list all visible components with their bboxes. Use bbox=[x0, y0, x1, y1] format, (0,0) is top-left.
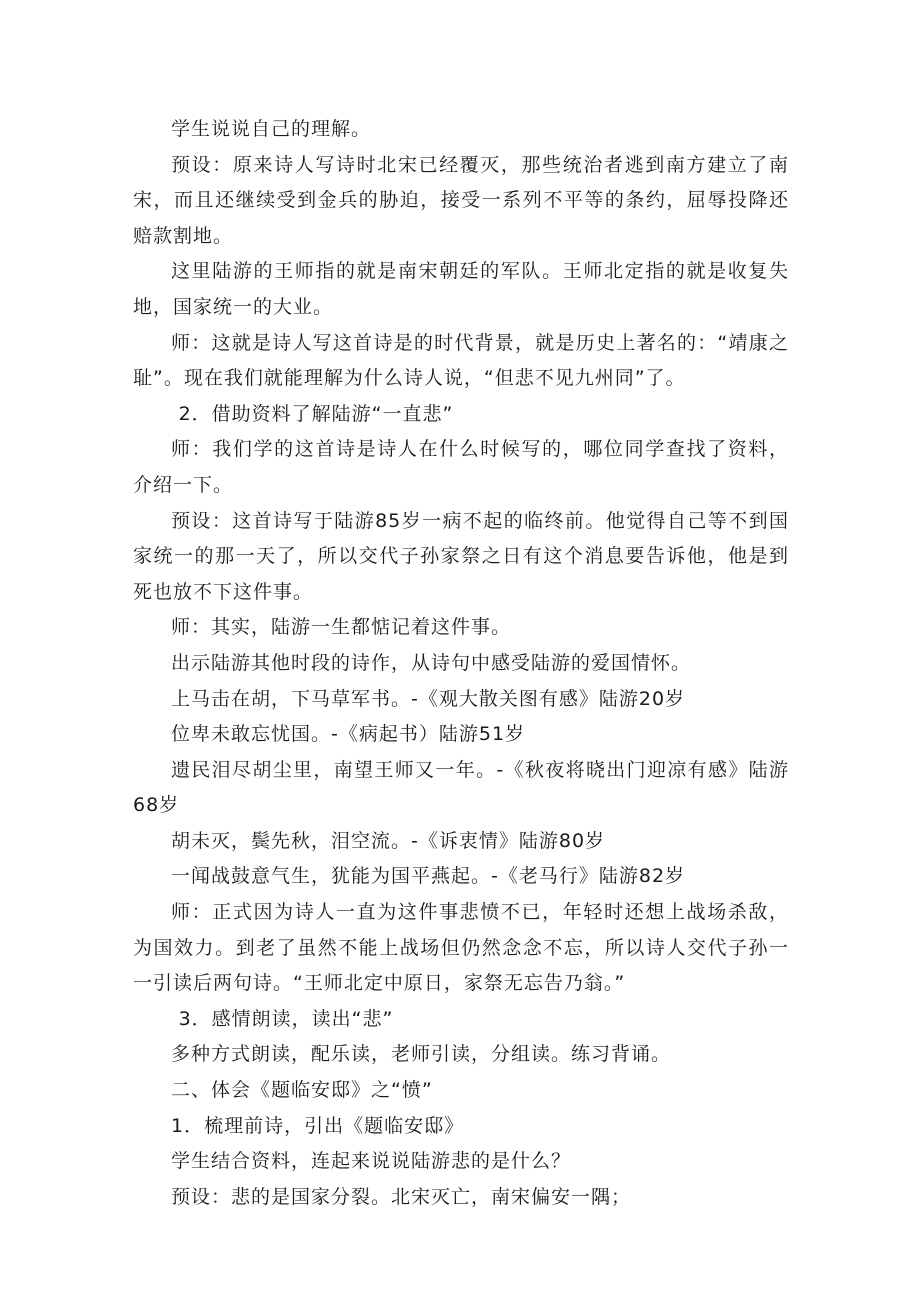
paragraph: 预设：悲的是国家分裂。北宋灭亡，南宋偏安一隅； bbox=[171, 1185, 632, 1208]
poem-line: 位卑未敢忘忧国。-《病起书）陆游51岁 bbox=[171, 723, 526, 746]
section-heading: 3．感情朗读，读出“悲” bbox=[178, 1007, 394, 1030]
poem-line: 上马击在胡，下马草军书。-《观大散关图有感》陆游20岁 bbox=[171, 687, 686, 710]
poem-line: 遗民泪尽胡尘里，南望王师又一年。-《秋夜将晓出门迎凉有感》陆游68岁 bbox=[133, 758, 789, 817]
paragraph: 预设：这首诗写于陆游85岁一病不起的临终前。他觉得自己等不到国家统一的那一天了，所以交代子孙家祭之日有这个消息要告诉他，他是到死也放不下这件事。 bbox=[133, 509, 789, 603]
paragraph: 学生结合资料，连起来说说陆游悲的是什么？ bbox=[171, 1150, 572, 1173]
poem-line: 一闻战鼓意气生，犹能为国平燕起。-《老马行》陆游82岁 bbox=[171, 865, 686, 888]
paragraph: 师：我们学的这首诗是诗人在什么时候写的，哪位同学查找了资料，介绍一下。 bbox=[133, 438, 789, 496]
document-body bbox=[133, 112, 789, 1215]
paragraph: 师：其实，陆游一生都惦记着这件事。 bbox=[171, 616, 512, 639]
paragraph: 预设：原来诗人写诗时北宋已经覆灭，那些统治者逃到南方建立了南宋，而且还继续受到金兵的胁迫，接受一系列不平等的条约，屈辱投降还赔款割地。 bbox=[133, 153, 789, 247]
paragraph: 师：这就是诗人写这首诗是的时代背景，就是历史上著名的：“靖康之耻”。现在我们就能理解为什么诗人说，“但悲不见九州同”了。 bbox=[133, 331, 789, 390]
paragraph: 出示陆游其他时段的诗作，从诗句中感受陆游的爱国情怀。 bbox=[171, 651, 692, 674]
section-heading: 2．借助资料了解陆游“一直悲” bbox=[178, 402, 454, 425]
paragraph: 多种方式朗读，配乐读，老师引读，分组读。练习背诵。 bbox=[171, 1043, 672, 1066]
paragraph: 师：正式因为诗人一直为这件事悲愤不已，年轻时还想上战场杀敌，为国效力。到老了虽然不能上战场但仍然念念不忘，所以诗人交代子孙一一引读后两句诗。“王师北定中原日，家祭无忘告乃翁。” bbox=[133, 901, 789, 995]
section-heading: 二、体会《题临安邸》之“愤” bbox=[171, 1079, 433, 1102]
section-heading: 1．梳理前诗，引出《题临安邸》 bbox=[171, 1114, 465, 1137]
paragraph: 这里陆游的王师指的就是南宋朝廷的军队。王师北定指的就是收复失地，国家统一的大业。 bbox=[133, 260, 789, 318]
poem-line: 胡未灭，鬓先秋，泪空流。-《诉衷情》陆游80岁 bbox=[171, 829, 606, 852]
paragraph: 学生说说自己的理解。 bbox=[171, 118, 372, 140]
